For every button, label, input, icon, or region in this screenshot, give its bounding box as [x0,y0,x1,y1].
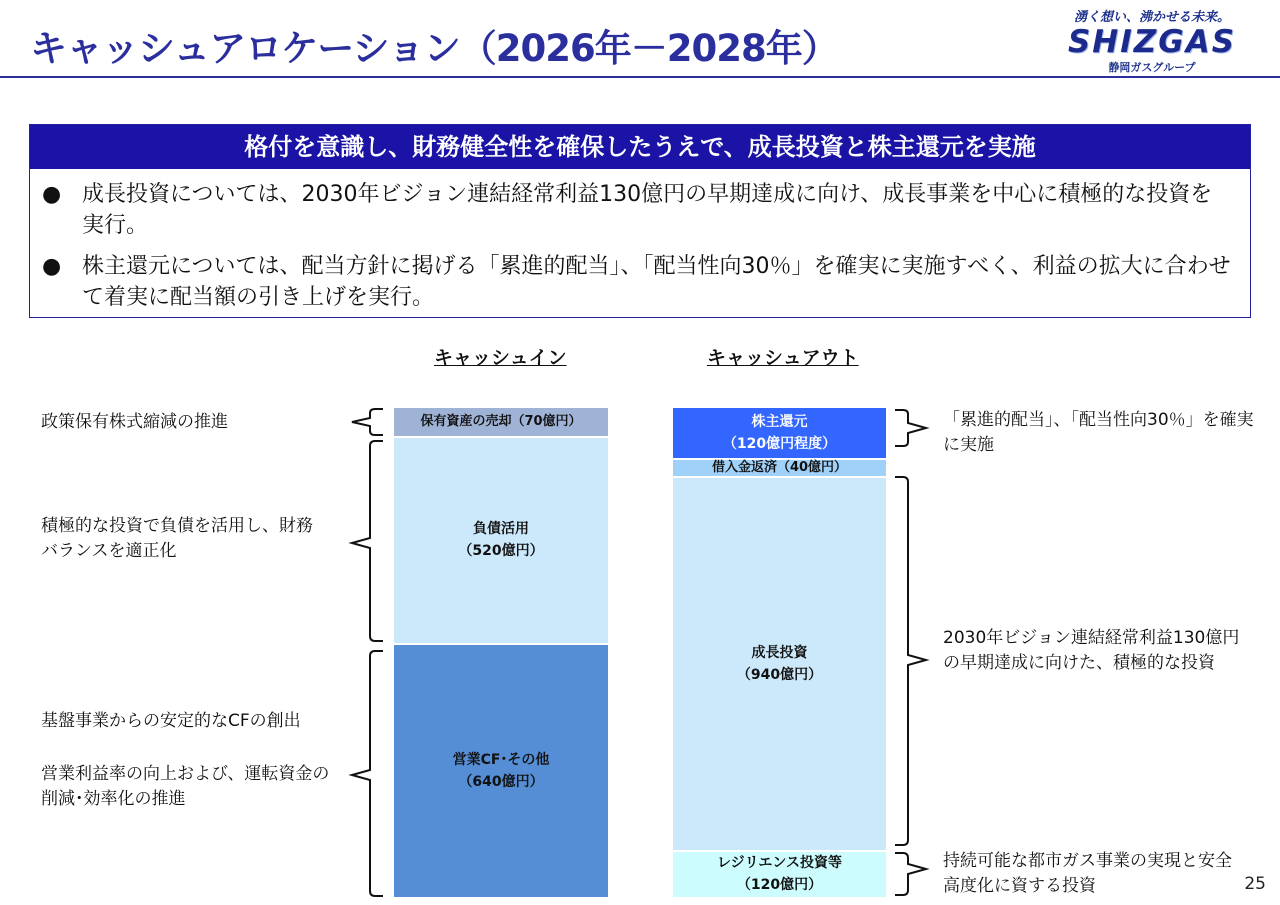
left-brace-debt [352,441,383,641]
policy-heading: 格付を意識し、財務健全性を確保したうえで、成長投資と株主還元を実施 [30,125,1250,169]
segment-value: （520億円） [458,543,544,560]
note-left-stable-cf: 基盤事業からの安定的なCFの創出 [41,711,301,731]
note-left-efficiency: 営業利益率の向上および、運転資金の削減･効率化の推進 [41,764,330,809]
segment-label: レジリエンス投資等 [717,855,842,872]
segment-label: 営業CF･その他 [452,751,550,768]
bullet-text: 成長投資については、2030年ビジョン連結経常利益130億円の早期達成に向け、成長事業を中心に積極的な投資を実行。 [82,182,1213,238]
column-header-cash-in: キャッシュイン [434,347,567,369]
segment-value: （40億円） [776,460,848,475]
note-right-growth: 2030年ビジョン連結経常利益130億円の早期達成に向けた、積極的な投資 [943,628,1240,673]
note-right-dividend: 「累進的配当」、「配当性向30％」を確実に実施 [943,410,1254,455]
note-left-debt-usage: 積極的な投資で負債を活用し、財務バランスを適正化 [41,516,313,561]
bullet-dot: ● [42,182,62,207]
page-number: 25 [1244,874,1266,894]
segment-value: （120億円） [736,877,823,894]
page-title: キャッシュアロケーション（2026年－2028年） [30,27,838,70]
bullet-dot: ● [42,254,62,279]
column-header-cash-out: キャッシュアウト [707,347,859,369]
logo-tagline: 湧く想い、沸かせる未来。 [1073,10,1230,25]
bullet-text: 株主還元については、配当方針に掲げる「累進的配当」、「配当性向30％」を確実に実施すべく、利益の拡大に合わせて着実に配当額の引き上げを実行。 [82,254,1231,310]
logo-brand: SHIZGAS [1067,24,1237,60]
segment-label: 保有資産の売却 [420,414,512,429]
segment-value: （120億円程度） [722,436,837,452]
segment-label: 成長投資 [751,644,808,661]
right-brace-shareholder-return [895,410,926,446]
segment-label: 借入金返済 [711,460,777,475]
segment-label: 負債活用 [473,521,529,538]
left-brace-asset-sale [352,409,383,435]
segment-label: 株主還元 [751,414,808,430]
segment-value: （70億円） [511,414,582,429]
logo-group-name: 静岡ガスグループ [1108,61,1196,74]
segment-value: （940億円） [736,666,823,683]
right-brace-growth-investment [895,477,926,845]
right-brace-resilience [895,853,926,895]
note-left-policy-shares: 政策保有株式縮減の推進 [41,412,228,432]
note-right-resilience: 持続可能な都市ガス事業の実現と安全高度化に資する投資 [943,851,1232,896]
left-brace-operating-cf [352,651,383,896]
segment-value: （640億円） [458,773,544,790]
